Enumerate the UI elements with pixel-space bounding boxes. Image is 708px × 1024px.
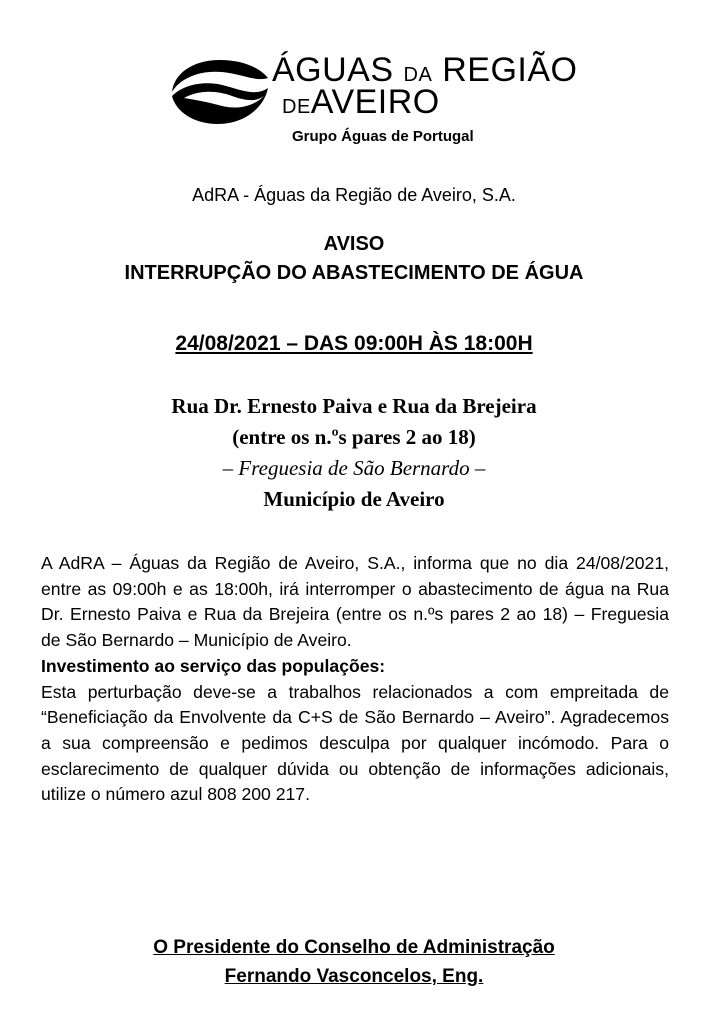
notice-subject: INTERRUPÇÃO DO ABASTECIMENTO DE ÁGUA xyxy=(124,262,584,284)
body-paragraph-1: A AdRA – Águas da Região de Aveiro, S.A., informa que no dia 24/08/2021, entre as 09:00h e as 18:00h, irá interromper o abastecimento de água na Rua Dr. Ernesto Paiva e Rua da Brejeira (entre os n.ºs pares 2 ao 18) – Freguesia de São Bernardo – Município de Aveiro. xyxy=(41,553,669,651)
company-name: AdRA - Águas da Região de Aveiro, S.A. xyxy=(192,185,516,205)
interruption-date: 24/08/2021 – DAS 09:00H ÀS 18:00H xyxy=(175,332,533,355)
logo-word-de: DE xyxy=(282,96,311,118)
logo-word-aguas: ÁGUAS xyxy=(272,51,394,89)
water-wave-logo-icon xyxy=(170,56,270,128)
location-municipality: Município de Aveiro xyxy=(263,487,445,511)
body-paragraph-2: Esta perturbação deve-se a trabalhos relacionados a com empreitada de “Beneficiação da Envolvente da C+S de São Bernardo – Aveiro”. Agradecemos a sua compreensão e pedimos desculpa por qualquer incómodo. Para o esclarecimento de qualquer dúvida ou obtenção de informações adicionais, utilize o número azul 808 200 217. xyxy=(41,681,669,805)
notice-body xyxy=(41,551,669,808)
logo-word-da: DA xyxy=(403,64,433,86)
location-parish: – Freguesia de São Bernardo – xyxy=(222,456,486,480)
logo-group-name: Grupo Águas de Portugal xyxy=(292,128,474,145)
company-logo xyxy=(170,51,578,152)
location-streets: Rua Dr. Ernesto Paiva e Rua da Brejeira xyxy=(171,394,537,418)
signature-title: O Presidente do Conselho de Administração xyxy=(153,937,555,958)
location-range: (entre os n.ºs pares 2 ao 18) xyxy=(232,425,476,449)
notice-title: AVISO xyxy=(323,233,385,255)
signature-name: Fernando Vasconcelos, Eng. xyxy=(224,966,484,987)
logo-title-line2 xyxy=(282,84,440,125)
logo-word-aveiro: AVEIRO xyxy=(310,83,440,121)
logo-word-regiao: REGIÃO xyxy=(442,51,578,89)
body-heading: Investimento ao serviço das populações: xyxy=(41,655,386,676)
